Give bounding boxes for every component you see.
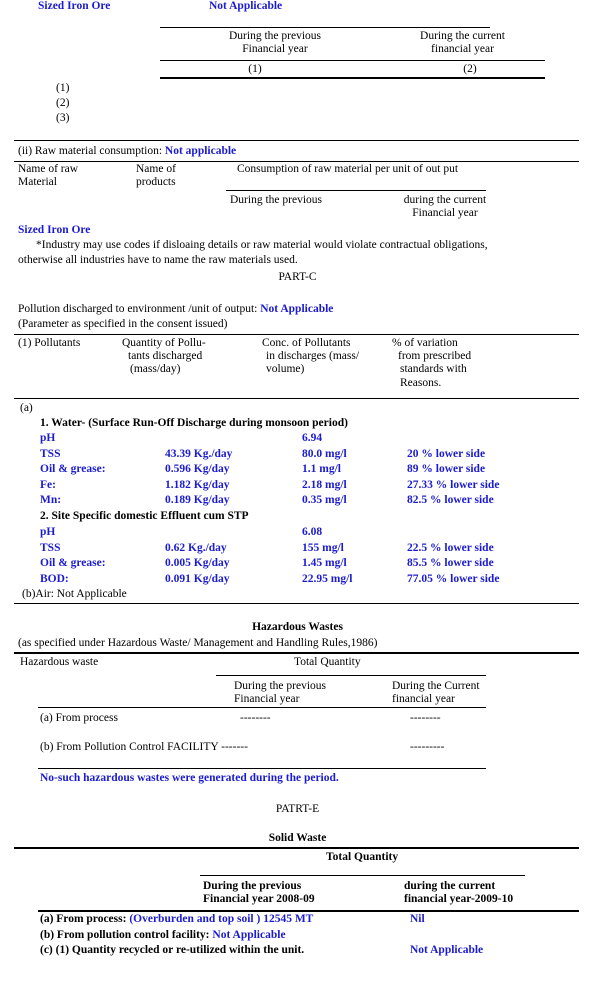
divider: [160, 60, 545, 61]
top-col-curr-line2: financial year: [431, 43, 494, 56]
raw-note1: *Industry may use codes if disloaing details or raw material would violate contractual obligations,: [36, 239, 488, 251]
water-row-qty: 1.182 Kg/day: [165, 478, 230, 491]
divider: [38, 910, 579, 912]
haz-col-prev-line2: Financial year: [234, 693, 300, 706]
raw-item: Sized Iron Ore: [18, 224, 91, 236]
water-row-var: 82.5 % lower side: [407, 494, 494, 507]
water-row-conc: 2.18 mg/l: [302, 478, 347, 491]
partc-col4-line4: Reasons.: [400, 376, 442, 389]
divider: [14, 603, 579, 604]
parte-row-c-curr: Not Applicable: [410, 944, 484, 956]
top-row-1: (1): [56, 82, 70, 94]
top-col-prev-line2: Financial year: [242, 43, 308, 56]
water-row-conc: 0.35 mg/l: [302, 494, 347, 507]
partc-a-label: (a): [20, 402, 33, 414]
stp-row-conc: 1.45 mg/l: [302, 557, 347, 570]
stp-row-var: 85.5 % lower side: [407, 557, 494, 570]
stp-title: 2. Site Specific domestic Effluent cum STP: [40, 510, 249, 522]
raw-heading: [18, 145, 236, 158]
top-row-2: (2): [56, 97, 70, 109]
haz-col1: Hazardous waste: [20, 656, 99, 668]
top-col-curr-line1: During the current: [420, 30, 505, 42]
divider: [38, 707, 486, 708]
parte-row-b-label: (b) From pollution control facility:: [40, 929, 213, 941]
stp-row-qty: 0.091 Kg/day: [165, 572, 230, 585]
partc-col2-line3: (mass/day): [130, 363, 181, 376]
water-row-qty: 0.596 Kg/day: [165, 463, 230, 476]
water-row-name: pH: [40, 432, 56, 444]
partc-status: Not Applicable: [260, 303, 334, 315]
parte-row-a-curr: Nil: [410, 913, 425, 925]
stp-row-name: pH: [40, 526, 56, 538]
raw-col2: [136, 163, 176, 189]
raw-col1-line2: Material: [18, 176, 57, 189]
parte-col-curr-line2: financial year-2009-10: [404, 893, 514, 906]
top-col-prev: [200, 30, 350, 56]
stp-row-name: TSS: [40, 541, 61, 554]
partc-col3: [262, 337, 359, 377]
haz-row-a-curr: --------: [410, 712, 441, 724]
raw-col2-line1: Name of: [136, 163, 176, 175]
water-row-name: Mn:: [40, 494, 62, 507]
parte-row-a-value: (Overburden and top soil ) 12545 MT: [129, 913, 314, 925]
raw-col3: Consumption of raw material per unit of out put: [237, 163, 459, 175]
divider: [14, 652, 579, 654]
raw-sub-prev: During the previous: [230, 194, 322, 206]
partc-col3-line1: Conc. of Pollutants: [262, 337, 351, 349]
raw-note2: otherwise all industries have to name the raw materials used.: [18, 254, 298, 266]
water-row-conc: 80.0 mg/l: [302, 447, 347, 460]
water-title: 1. Water- (Surface Run-Off Discharge during monsoon period): [40, 417, 348, 429]
divider: [200, 875, 525, 876]
water-row-qty: 0.189 Kg/day: [165, 494, 230, 507]
parte-row-a: [40, 913, 313, 926]
top-left-label: Sized Iron Ore: [38, 0, 111, 12]
parte-col-curr-line1: during the current: [404, 880, 496, 892]
raw-col1-line1: Name of raw: [18, 163, 79, 175]
stp-row-name: BOD:: [40, 572, 69, 585]
solid-title: Solid Waste: [268, 832, 327, 844]
divider: [226, 190, 486, 191]
partc-col4: [392, 337, 471, 390]
stp-row-conc: 155 mg/l: [302, 541, 344, 554]
top-status: Not Applicable: [209, 0, 283, 12]
partc-col2-line1: Quantity of Pollu-: [122, 337, 206, 349]
haz-row-a: (a) From process: [40, 712, 118, 724]
stp-row-var: 22.5 % lower side: [407, 541, 494, 554]
parte-row-a-label: (a) From process:: [40, 913, 130, 925]
partc-col4-line1: % of variation: [392, 337, 458, 349]
haz-row-a-prev: --------: [240, 712, 271, 724]
raw-sub-curr-line1: during the current: [403, 194, 487, 206]
parte-col-curr: [404, 880, 513, 906]
water-row-qty: 43.39 Kg./day: [165, 447, 233, 460]
parte-col-prev-line1: During the previous: [203, 880, 302, 892]
water-row-conc: 6.94: [302, 432, 323, 444]
divider: [14, 847, 579, 849]
top-col-curr-num: (2): [463, 63, 477, 75]
water-row-name: Oil & grease:: [40, 463, 106, 476]
stp-row-qty: 0.62 Kg./day: [165, 541, 227, 554]
partc-col3-line2: in discharges (mass/: [266, 350, 360, 363]
stp-row-conc: 22.95 mg/l: [302, 572, 353, 585]
partc-heading: [18, 303, 333, 316]
haz-row-b: (b) From Pollution Control FACILITY -------: [40, 741, 248, 753]
divider: [38, 768, 486, 769]
top-col-curr: [400, 30, 525, 56]
haz-col-curr-line1: During the Current: [392, 680, 480, 692]
parte-row-c: (c) (1) Quantity recycled or re-utilized within the unit.: [40, 944, 305, 956]
haz-row-b-curr: ---------: [410, 741, 445, 753]
partc-title: PART-C: [278, 271, 317, 283]
haz-col-curr-line2: financial year: [392, 693, 455, 706]
water-row-conc: 1.1 mg/l: [302, 463, 341, 476]
top-col-prev-num: (1): [248, 63, 262, 75]
raw-sub-curr-line2: Financial year: [412, 207, 478, 220]
haz-note: No-such hazardous wastes were generated during the period.: [40, 772, 339, 784]
parte-row-b-value: Not Applicable: [212, 929, 286, 941]
raw-col1: [18, 163, 78, 189]
divider: [216, 675, 486, 676]
partc-heading-text: Pollution discharged to environment /unit of output:: [18, 303, 261, 315]
partc-col3-line3: volume): [266, 363, 305, 376]
divider: [14, 140, 579, 141]
haz-col-total: Total Quantity: [294, 656, 361, 668]
divider: [14, 161, 579, 162]
raw-heading-text: (ii) Raw material consumption:: [18, 145, 165, 157]
parte-col-prev: [203, 880, 315, 906]
water-row-var: 20 % lower side: [407, 447, 486, 460]
divider: [14, 398, 579, 399]
divider: [14, 334, 579, 335]
water-row-name: TSS: [40, 447, 61, 460]
parte-title: PATRT-E: [275, 803, 320, 815]
air-line: (b)Air: Not Applicable: [22, 588, 127, 600]
partc-col4-line2: from prescribed: [398, 350, 472, 363]
haz-title: Hazardous Wastes: [252, 621, 343, 633]
top-row-3: (3): [56, 112, 70, 124]
haz-col-prev: [234, 680, 326, 706]
stp-row-qty: 0.005 Kg/day: [165, 557, 230, 570]
water-row-name: Fe:: [40, 478, 56, 491]
partc-param: (Parameter as specified in the consent issued): [18, 318, 228, 330]
partc-col4-line3: standards with: [400, 363, 467, 376]
water-row-var: 89 % lower side: [407, 463, 486, 476]
divider: [160, 27, 490, 28]
parte-row-b: [40, 929, 286, 942]
partc-col2-line2: tants discharged: [128, 350, 203, 363]
haz-col-curr: [392, 680, 480, 706]
parte-col-prev-line2: Financial year 2008-09: [203, 893, 315, 906]
raw-status: Not applicable: [164, 145, 237, 157]
raw-sub-curr: [390, 194, 500, 220]
top-col-prev-line1: During the previous: [229, 30, 321, 42]
water-row-var: 27.33 % lower side: [407, 478, 500, 491]
raw-col2-line2: products: [136, 176, 176, 189]
parte-total: Total Quantity: [326, 851, 399, 863]
divider: [160, 77, 545, 79]
stp-row-var: 77.05 % lower side: [407, 572, 500, 585]
haz-col-prev-line1: During the previous: [234, 680, 326, 692]
haz-sub: (as specified under Hazardous Waste/ Management and Handling Rules,1986): [18, 637, 378, 649]
stp-row-conc: 6.08: [302, 526, 323, 538]
partc-col1: (1) Pollutants: [18, 337, 81, 349]
partc-col2: [122, 337, 206, 377]
stp-row-name: Oil & grease:: [40, 557, 106, 570]
